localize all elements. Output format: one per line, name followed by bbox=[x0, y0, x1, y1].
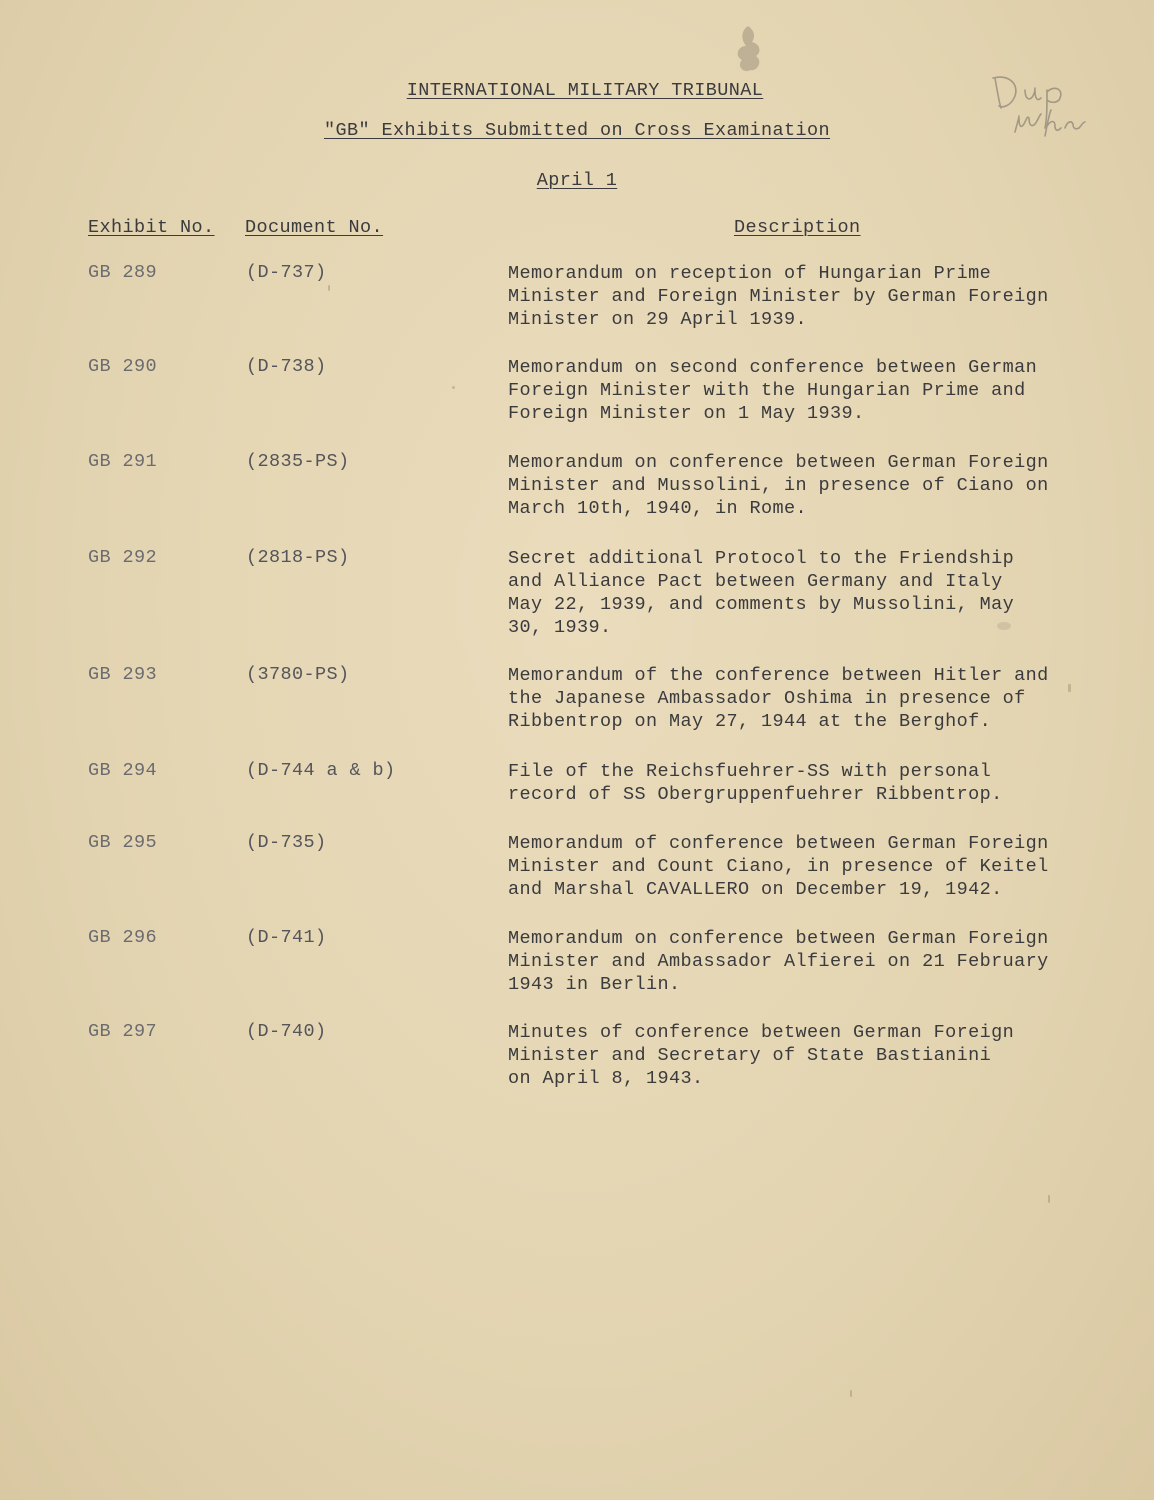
description-line: Memorandum of conference between German Foreign bbox=[508, 833, 1049, 854]
document-number: (2835-PS) bbox=[246, 451, 350, 472]
description-line: and Alliance Pact between Germany and Italy bbox=[508, 571, 1003, 592]
exhibit-number: GB 293 bbox=[88, 664, 158, 685]
description-line: Foreign Minister on 1 May 1939. bbox=[508, 403, 865, 424]
header-description: Description bbox=[734, 217, 861, 238]
header-exhibit-no: Exhibit No. bbox=[88, 217, 215, 238]
exhibit-description bbox=[508, 451, 1098, 520]
paper-speck bbox=[328, 285, 330, 291]
description-line: Memorandum on conference between German Foreign bbox=[508, 928, 1049, 949]
header-document-no: Document No. bbox=[245, 217, 384, 238]
exhibit-description bbox=[508, 262, 1098, 331]
description-line: record of SS Obergruppenfuehrer Ribbentrop. bbox=[508, 784, 1003, 805]
document-number: (D-738) bbox=[246, 356, 327, 377]
description-line: the Japanese Ambassador Oshima in presence of bbox=[508, 688, 1026, 709]
description-line: File of the Reichsfuehrer-SS with personal bbox=[508, 761, 992, 782]
paper-speck bbox=[1048, 1195, 1050, 1203]
tribunal-title: INTERNATIONAL MILITARY TRIBUNAL bbox=[406, 80, 764, 101]
description-line: Secret additional Protocol to the Friendship bbox=[508, 548, 1015, 569]
description-line: May 22, 1939, and comments by Mussolini, May bbox=[508, 594, 1015, 615]
description-line: Foreign Minister with the Hungarian Prime and bbox=[508, 380, 1026, 401]
description-line: Memorandum on second conference between German bbox=[508, 357, 1038, 378]
exhibit-description bbox=[508, 547, 1098, 639]
description-line: and Marshal CAVALLERO on December 19, 1942. bbox=[508, 879, 1003, 900]
description-line: Ribbentrop on May 27, 1944 at the Berghof. bbox=[508, 711, 992, 732]
exhibit-number: GB 292 bbox=[88, 547, 158, 568]
description-line: Minister and Secretary of State Bastianini bbox=[508, 1045, 992, 1066]
paper-speck bbox=[452, 386, 455, 389]
description-line: Memorandum of the conference between Hitler and bbox=[508, 665, 1049, 686]
document-number: (D-735) bbox=[246, 832, 327, 853]
description-line: Minister and Count Ciano, in presence of Keitel bbox=[508, 856, 1049, 877]
exhibit-number: GB 289 bbox=[88, 262, 158, 283]
exhibit-number: GB 295 bbox=[88, 832, 158, 853]
exhibit-number: GB 290 bbox=[88, 356, 158, 377]
exhibit-description bbox=[508, 1021, 1098, 1090]
document-number: (D-741) bbox=[246, 927, 327, 948]
exhibit-number: GB 296 bbox=[88, 927, 158, 948]
document-number: (3780-PS) bbox=[246, 664, 350, 685]
exhibit-number: GB 291 bbox=[88, 451, 158, 472]
exhibit-number: GB 294 bbox=[88, 760, 158, 781]
exhibit-description bbox=[508, 927, 1098, 996]
ink-smudge bbox=[726, 22, 776, 77]
exhibit-number: GB 297 bbox=[88, 1021, 158, 1042]
exhibit-description bbox=[508, 832, 1098, 901]
description-line: Memorandum on reception of Hungarian Prime bbox=[508, 263, 992, 284]
description-line: Minister and Foreign Minister by German Foreign bbox=[508, 286, 1049, 307]
description-line: Memorandum on conference between German Foreign bbox=[508, 452, 1049, 473]
description-line: 1943 in Berlin. bbox=[508, 974, 681, 995]
document-number: (D-740) bbox=[246, 1021, 327, 1042]
exhibit-description bbox=[508, 664, 1098, 733]
description-line: Minister and Mussolini, in presence of Ciano on bbox=[508, 475, 1049, 496]
description-line: Minister on 29 April 1939. bbox=[508, 309, 808, 330]
exhibits-subtitle: "GB" Exhibits Submitted on Cross Examination bbox=[323, 120, 831, 141]
exhibit-description bbox=[508, 356, 1098, 425]
document-number: (2818-PS) bbox=[246, 547, 350, 568]
session-date: April 1 bbox=[536, 170, 618, 191]
document-number: (D-744 a & b) bbox=[246, 760, 396, 781]
description-line: Minister and Ambassador Alfierei on 21 February bbox=[508, 951, 1049, 972]
exhibit-description bbox=[508, 760, 1098, 806]
paper-speck bbox=[850, 1390, 852, 1397]
description-line: 30, 1939. bbox=[508, 617, 612, 638]
description-line: Minutes of conference between German Foreign bbox=[508, 1022, 1015, 1043]
description-line: on April 8, 1943. bbox=[508, 1068, 704, 1089]
document-number: (D-737) bbox=[246, 262, 327, 283]
description-line: March 10th, 1940, in Rome. bbox=[508, 498, 808, 519]
handwritten-annotation bbox=[985, 66, 1115, 156]
